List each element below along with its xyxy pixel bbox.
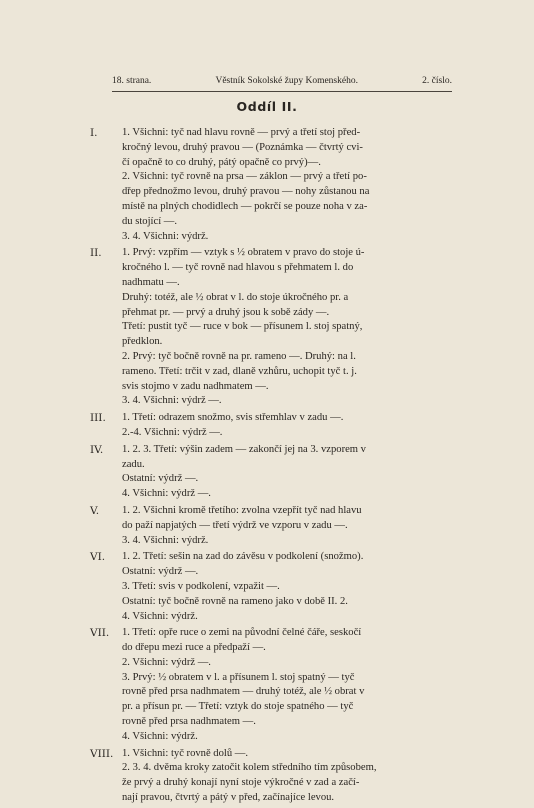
text-line: Ostatní: výdrž —. xyxy=(122,473,199,485)
running-header xyxy=(112,76,452,92)
text-line: 1. Prvý: vzpřím — vztyk s ½ obratem v pravo do stoje ú- xyxy=(122,247,365,259)
text-line: nadhmatu —. xyxy=(122,276,180,288)
text-line: 4. Všichni: výdrž. xyxy=(122,610,198,622)
text-line: že prvý a druhý konají nyní stoje výkročné v zad a začí- xyxy=(122,777,360,789)
exercise-section xyxy=(90,246,470,409)
text-line: 1. Všichni: tyč nad hlavu rovně — prvý a třetí stoj před- xyxy=(122,127,361,138)
section-title: Oddíl II. xyxy=(236,99,298,114)
text-line: zadu. xyxy=(122,458,145,470)
text-line: 3. 4. Všichni: výdrž. xyxy=(122,534,209,546)
exercise-section xyxy=(90,504,470,548)
section-numeral: VI. xyxy=(90,551,106,564)
text-line: 1. 2. Všichni kromě třetího: zvolna vzepřít tyč nad hlavu xyxy=(122,504,362,516)
section-body xyxy=(122,443,470,502)
text-line: 2.-4. Všichni: výdrž —. xyxy=(122,426,223,438)
text-line: 2. Všichni: výdrž —. xyxy=(122,656,211,668)
text-line: 1. Všichni: tyč rovně dolů —. xyxy=(122,747,249,759)
text-line: čí opačně to co druhý, pátý opačně co prvý)—. xyxy=(122,156,321,168)
text-line: kročného l. — tyč rovně nad hlavou s přehmatem l. do xyxy=(122,262,354,274)
section-numeral: III. xyxy=(90,412,106,425)
issue-number: 2. číslo. xyxy=(422,76,452,86)
exercise-section xyxy=(90,126,470,244)
text-line: 3. 4. Všichni: výdrž —. xyxy=(122,395,222,407)
text-line: nají pravou, čtvrtý a pátý v před, začínajíce levou. xyxy=(122,792,335,804)
text-line: svis stojmo v zadu nadhmatem —. xyxy=(122,380,269,392)
page-number: 18. strana. xyxy=(112,76,152,86)
text-line: rovně před prsa nadhmatem — druhý totéž, ale ½ obrat v xyxy=(122,686,365,698)
text-line: 1. 2. Třetí: sešin na zad do závěsu v podkolení (snožmo). xyxy=(122,551,364,563)
section-numeral: I. xyxy=(90,127,98,139)
text-line: předklon. xyxy=(122,336,163,348)
text-line: 1. Třetí: opře ruce o zemi na původní čelné čáře, seskočí xyxy=(122,627,362,639)
text-line: 2. 3. 4. dvěma kroky zatočit kolem středního tím způsobem, xyxy=(122,762,377,774)
text-line: 4. Všichni: výdrž. xyxy=(122,730,198,742)
exercise-list xyxy=(90,126,470,808)
text-line: kročný levou, druhý pravou — (Poznámka — čtvrtý cvi- xyxy=(122,141,363,153)
text-line: pr. a přísun pr. — Třetí: vztyk do stoje spatného — tyč xyxy=(122,701,354,713)
exercise-section xyxy=(90,747,470,806)
section-body xyxy=(122,747,470,806)
text-line: rameno. Třetí: trčit v zad, dlaně vzhůru, uchopit tyč t. j. xyxy=(122,365,357,377)
text-line: do dřepu mezi ruce a předpaží —. xyxy=(122,642,266,654)
text-line: du stojící —. xyxy=(122,215,178,227)
journal-title: Věstník Sokolské župy Komenského. xyxy=(215,76,358,86)
text-line: Ostatní: tyč bočně rovně na rameno jako v době II. 2. xyxy=(122,595,348,607)
text-line: 3. 4. Všichni: výdrž. xyxy=(122,230,209,242)
text-line: rovně před prsa nadhmatem —. xyxy=(122,716,256,728)
text-line: Ostatní: výdrž —. xyxy=(122,566,199,578)
exercise-section xyxy=(90,550,470,624)
exercise-section xyxy=(90,443,470,502)
section-body xyxy=(122,126,470,244)
section-body xyxy=(122,550,470,624)
text-line: 2. Prvý: tyč bočně rovně na pr. rameno —. Druhý: na l. xyxy=(122,350,356,362)
section-body xyxy=(122,504,470,548)
section-numeral: II. xyxy=(90,247,102,260)
text-line: 3. Prvý: ½ obratem v l. a přísunem l. stoj spatný — tyč xyxy=(122,671,355,683)
text-line: přehmat pr. — prvý a druhý jsou k sobě zády —. xyxy=(122,306,330,318)
text-line: 3. Třetí: svis v podkolení, vzpažit —. xyxy=(122,580,280,592)
section-body xyxy=(122,411,470,441)
text-line: Třetí: pustit tyč — ruce v bok — přísunem l. stoj spatný, xyxy=(122,321,363,333)
text-line: Druhý: totéž, ale ½ obrat v l. do stoje úkročného pr. a xyxy=(122,291,349,303)
section-body xyxy=(122,246,470,409)
section-numeral: VIII. xyxy=(90,747,114,760)
section-numeral: VII. xyxy=(90,627,110,640)
text-line: 1. 2. 3. Třetí: výšin zadem — zakončí jej na 3. vzporem v xyxy=(122,443,366,455)
exercise-section xyxy=(90,626,470,744)
exercise-section xyxy=(90,411,470,441)
text-line: dřep přednožmo levou, druhý pravou — nohy zůstanou na xyxy=(122,186,370,198)
text-line: 2. Všichni: tyč rovně na prsa — záklon — prvý a třetí po- xyxy=(122,171,367,183)
text-line: do paží napjatých — třetí výdrž ve vzporu v zadu —. xyxy=(122,519,348,531)
text-line: 4. Všichni: výdrž —. xyxy=(122,488,211,500)
section-numeral: V. xyxy=(90,504,100,517)
text-line: 1. Třetí: odrazem snožmo, svis střemhlav v zadu —. xyxy=(122,412,344,424)
section-numeral: IV. xyxy=(90,443,104,456)
section-body xyxy=(122,626,470,744)
text-line: místě na plných chodidlech — pokrčí se pouze noha v za- xyxy=(122,200,368,212)
